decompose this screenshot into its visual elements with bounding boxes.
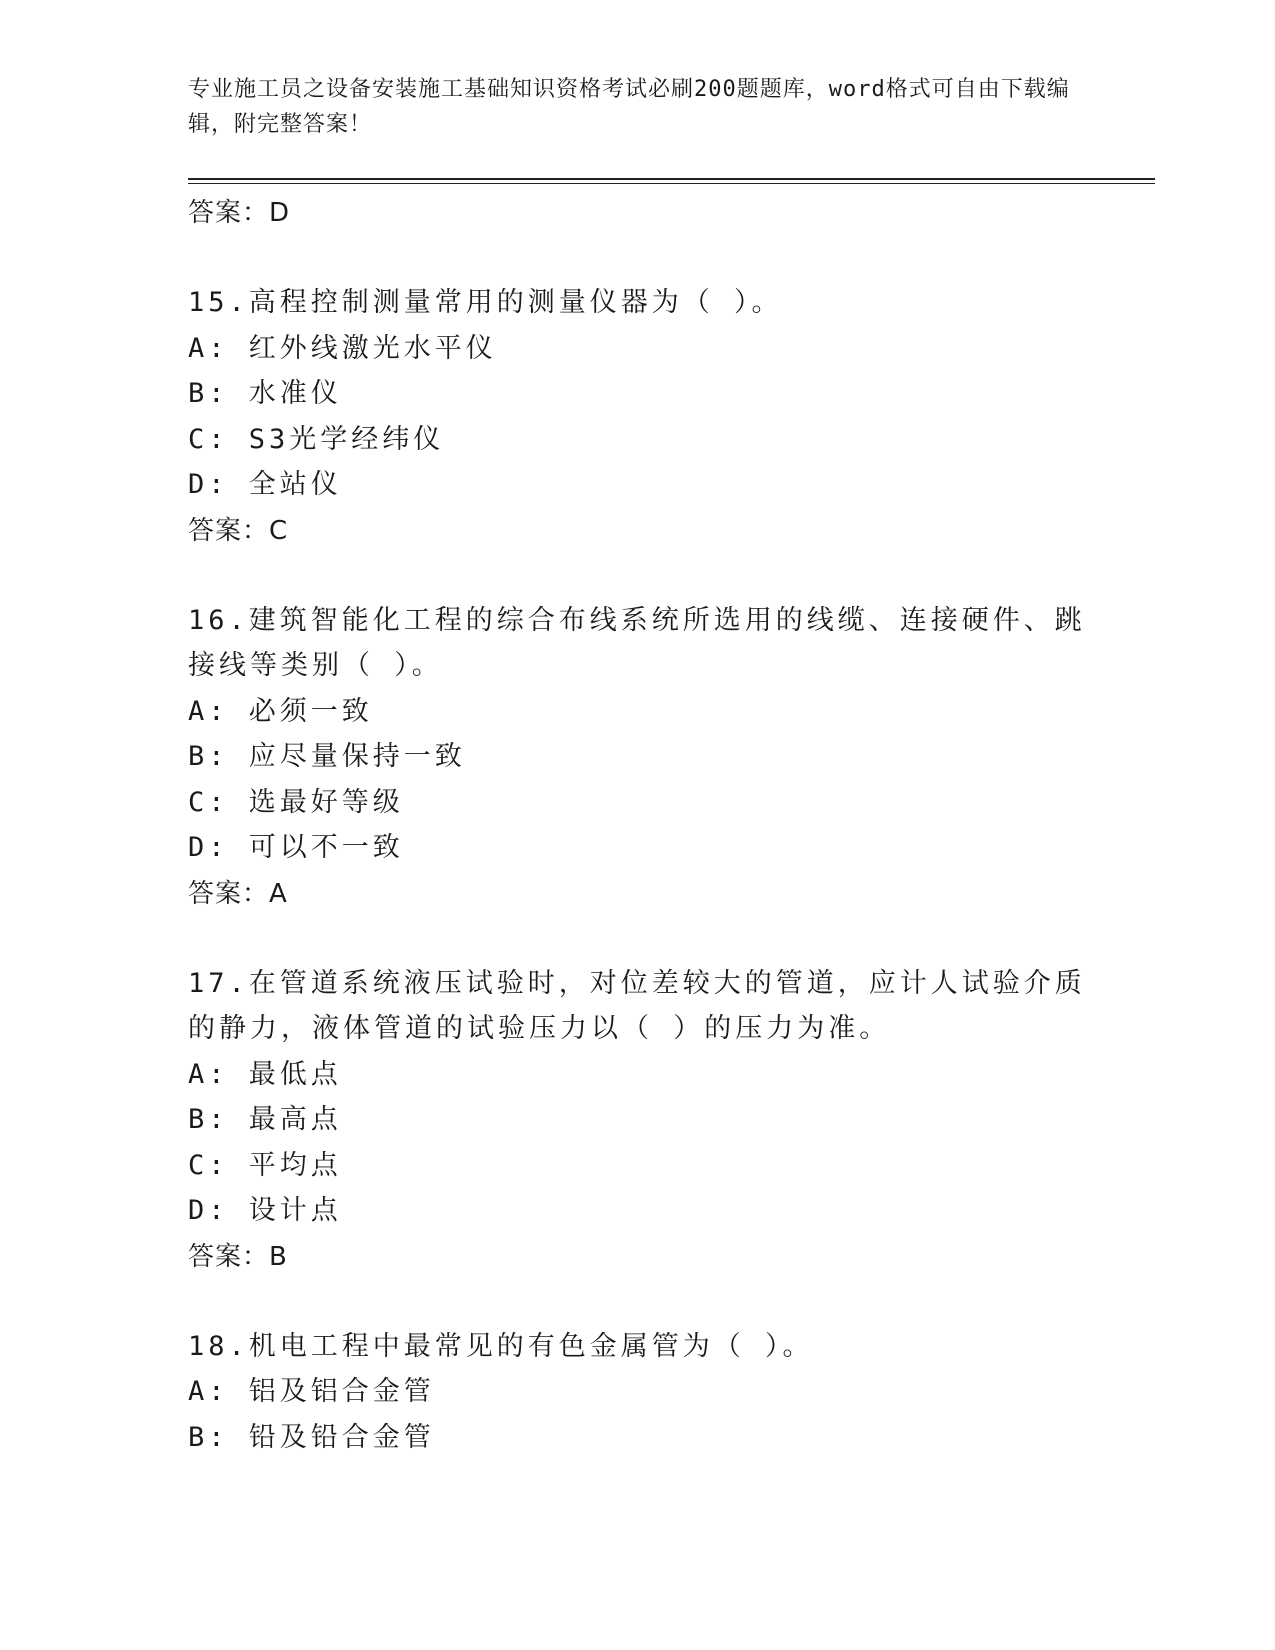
question-list bbox=[188, 190, 1088, 1460]
question-18 bbox=[188, 1324, 1088, 1461]
option-c: C: 选最好等级 bbox=[188, 786, 404, 818]
option-c: C: 平均点 bbox=[188, 1149, 342, 1181]
question-text: 15.高程控制测量常用的测量仪器为（ ）。 bbox=[188, 287, 783, 318]
header-divider bbox=[188, 178, 1155, 180]
option-b: B: 铅及铅合金管 bbox=[188, 1421, 435, 1453]
option-a: A: 必须一致 bbox=[188, 695, 373, 727]
option-d: D: 可以不一致 bbox=[188, 832, 404, 863]
option-d: D: 全站仪 bbox=[188, 469, 342, 500]
option-b: B: 最高点 bbox=[188, 1104, 342, 1135]
answer-line: 答案：D bbox=[188, 198, 291, 228]
question-17 bbox=[188, 961, 1088, 1280]
question-15 bbox=[188, 280, 1088, 554]
answer-line: 答案：A bbox=[188, 878, 288, 909]
option-c: C: S3光学经纬仪 bbox=[188, 423, 445, 455]
option-a: A: 铝及铝合金管 bbox=[188, 1376, 435, 1407]
answer-line: 答案：B bbox=[188, 1241, 288, 1272]
question-text: 17.在管道系统液压试验时，对位差较大的管道，应计人试验介质的静力，液体管道的试验压力以（ ）的压力为准。 bbox=[188, 967, 1086, 1044]
header-divider-thin bbox=[188, 183, 1155, 184]
option-a: A: 最低点 bbox=[188, 1058, 342, 1090]
option-a: A: 红外线激光水平仪 bbox=[188, 332, 497, 364]
question-text: 18.机电工程中最常见的有色金属管为（ ）。 bbox=[188, 1330, 814, 1362]
question-16 bbox=[188, 598, 1088, 917]
question-text: 16.建筑智能化工程的综合布线系统所选用的线缆、连接硬件、跳接线等类别（ ）。 bbox=[188, 604, 1086, 681]
document-header: 专业施工员之设备安装施工基础知识资格考试必刷200题题库，word格式可自由下载编辑，附完整答案！ bbox=[188, 77, 1070, 137]
option-b: B: 水准仪 bbox=[188, 378, 342, 409]
option-b: B: 应尽量保持一致 bbox=[188, 741, 466, 772]
option-d: D: 设计点 bbox=[188, 1195, 342, 1226]
answer-line: 答案：C bbox=[188, 515, 289, 546]
